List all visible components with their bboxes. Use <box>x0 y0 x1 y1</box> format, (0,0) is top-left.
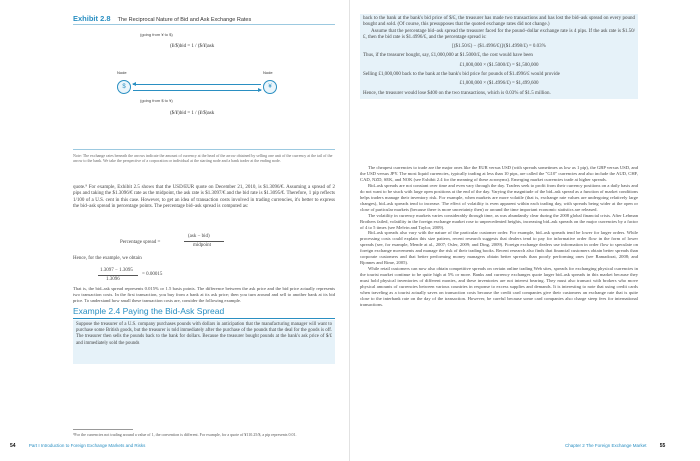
calc-purchase-cost: £1,000,000 × ($1.5000/£) = $1,500,000 <box>459 62 539 68</box>
right-paragraph-10: While retail customers can now also obtain competitive spreads on certain online trading Web sites, spreads for exchanging physical currencies in the tourist market continue to be quite high at 5% or more. Banks and currency exchanges quote larger bid–ask spreads in this market because they must hold physical inventories of different monies, and these inventories are not interest bearing. They must also transact with brokers who move physical amounts of currencies between various countries in response to excess supplies and demands. It is interesting to note that using credit cards when traveling as a tourist actually saves on transaction costs because the credit card companies give their customers an exchange rate that is quite close to the interbank rate on the day of the transaction. However, be careful because some card companies also charge steep fees for international transactions. <box>360 266 638 307</box>
exhibit-note: Note: The exchange rates beneath the arrows indicate the amount of currency at the head of the arrow obtained by selling one unit of the currency at the tail of the arrow to the bank. We take the perspective of a corporation or individual at the starting node and a bank trader at the ending node. <box>73 153 333 163</box>
example-rule <box>73 318 335 319</box>
right-paragraph-5: Hence, the treasurer would lose $400 on the two transactions, which is 0.03% of $1.5 million. <box>363 90 551 96</box>
example-title: Example 2.4 Paying the Bid-Ask Spread <box>73 306 225 316</box>
left-page-number: 54 <box>10 443 16 449</box>
arrow-left-icon <box>133 84 261 85</box>
right-paragraph-8: The volatility in currency markets varies considerably through time, as was abundantly clear during the 2008 global financial crisis. After Lehman Brothers failed, volatility in the foreign exchange market rose to unprecedented heights, increasing bid–ask spreads on the major currencies by a factor of 4 to 5 times (see Melvin and Taylor, 2009). <box>360 212 638 230</box>
equation-2-fraction-bar <box>98 275 138 276</box>
right-paragraph-6: The cheapest currencies to trade are the major ones like the EUR versus USD (with spreads sometimes as low as 1 pip), the GBP versus USD, and the USD versus JPY. The most liquid currencies, typically trading at less than 10 pips, are called the "G10" currencies and also include the AUD, CHF, CAD, NZD, SEK, and NOK (see Exhibit 2.4 for the meaning of these acronyms). Emerging market currencies trade at higher spreads. <box>360 165 638 182</box>
right-paragraph-2: Assume that the percentage bid–ask spread the treasurer faced for the pound–dollar exchange rate is 4 pips. If the ask rate is $1.50/£, then the bid rate is $1.4996/£, and the percentage spread is: <box>363 28 635 40</box>
equation-1-fraction-bar <box>184 241 224 242</box>
exhibit-title <box>73 14 251 23</box>
left-paragraph-1: quote.⁹ For example, Exhibit 2.5 shows that the USD/EUR quote on December 21, 2010, is $1.3096/€. Assuming a spread of 2 pips and taking the $1.3096/€ rate as the midpoint, the ask rate is $1.3097/€ and the bid rate is $1.3095/€. Therefore, 1 pip reflects 1/100 of a U.S. cent in this case. However, to get an idea of transaction costs involved in trading currencies, it's better to express the bid–ask spread in percentage points. The percentage bid–ask spread is computed as: <box>73 185 335 209</box>
left-paragraph-2: Hence, for the example, we obtain <box>73 256 142 261</box>
right-paragraph-4: Selling £1,000,000 back to the bank at the bank's bid price for pounds of $1.4996/£ would provide <box>363 72 560 78</box>
exhibit-bottom-caption: (going from $ to ¥) <box>140 98 173 103</box>
example-text: Suppose the treasurer of a U.S. company purchases pounds with dollars in anticipation that the manufacturing manager will want to purchase some British goods, but the treasurer is told immediately after the purchase of the pounds that the deal for the goods is off. The treasurer then sells the pounds back to the bank for dollars. Because the treasurer bought pounds at the bank's ask price of $/£ and immediately sold the pounds <box>76 322 332 346</box>
exhibit-bottom-formula: ($/¥)bid = 1 / (¥/$)ask <box>170 111 215 116</box>
right-paragraph-7: Bid–ask spreads are not constant over time and even vary through the day. Traders seek to profit from their currency positions on a daily basis and do not want to be stuck with large open positions at the end of the day. Varying the magnitude of the bid–ask spread as a function of market conditions helps traders manage their inventory risk. For example, when markets are more volatile (that is, exchange rate values are undergoing relatively large changes), bid–ask spreads tend to increase. The effect of volatility is even apparent within each trading day, with spreads being wider at the open or close of particular markets (because there is more uncertainty then) or around the time important economic statistics are released. <box>360 182 638 212</box>
exhibit-top-caption: (going from ¥ to $) <box>140 32 173 37</box>
right-folio <box>565 443 665 449</box>
footnote-rule <box>73 429 133 430</box>
calc-sale-proceeds: £1,000,000 × ($1.4996/£) = $1,499,600 <box>459 81 539 87</box>
exhibit-caption: The Reciprocal Nature of Bid and Ask Exchange Rates <box>117 17 252 23</box>
right-page <box>350 0 700 461</box>
arrow-right-icon <box>133 90 261 91</box>
right-paragraph-9: Bid–ask spreads also vary with the nature of the particular customer order. For example, bid–ask spreads tend be lower for larger orders. While processing costs could explain this size pattern, recent research suggests that dealers tend to pay for informative order flow in the form of lower spreads (see, for example, Mende at al., 2007; Osler, 2009; and Ding, 2009). Foreign exchange dealers use information in order flow to speculate on foreign exchange movements and manage the risk of their trading books. Recent research also finds that financial customers obtain better spreads than corporate customers and that better performing money managers obtain better spreads than poorly performing ones (see Ramadorai, 2008; and Bjonnes and Rime, 2005). <box>360 230 638 266</box>
equation-1-lhs: Percentage spread = <box>120 240 161 245</box>
equation-1-numerator: (ask − bid) <box>188 234 210 239</box>
node-yen-icon: ¥ <box>263 80 277 94</box>
footnote-text: ⁹For the currencies not trading around a value of 1, the convention is different. For example, for a quote of ¥110.25/$, a pip represents 0.01. <box>73 432 297 437</box>
exhibit-top-formula: (¥/$)bid = 1 / ($/¥)ask <box>170 44 215 49</box>
right-paragraph-3: Thus, if the treasurer bought, say, £1,000,000 at $1.5000/£, the cost would have been <box>363 53 533 59</box>
node-right-label: Node <box>263 70 273 75</box>
exhibit-bottom-rule <box>73 149 335 150</box>
exhibit-label: Exhibit 2.8 <box>73 14 111 23</box>
equation-2-result: = 0.00015 <box>142 272 163 277</box>
equation-2-denominator: 1.3096 <box>106 277 120 282</box>
equation-2-numerator: 1.3097 − 1.3095 <box>100 268 133 273</box>
right-running-head: Chapter 2 The Foreign Exchange Market <box>565 443 647 448</box>
left-folio <box>10 443 145 449</box>
left-running-head: Part I Introduction to Foreign Exchange Markets and Risks <box>28 443 146 448</box>
right-example-continuation <box>360 14 638 99</box>
exhibit-top-rule <box>73 24 335 25</box>
node-dollar-icon: $ <box>117 80 131 94</box>
right-body <box>360 165 638 308</box>
equation-1-denominator: midpoint <box>193 243 212 248</box>
node-left-label: Node <box>117 70 127 75</box>
right-paragraph-1: back to the bank at the bank's bid price of $/£, the treasurer has made two transactions and has lost the bid–ask spread on every pound bought and sold. (Of course, this presupposes that the quoted exchange rates did not change.) <box>363 16 635 28</box>
right-page-number: 55 <box>659 443 666 449</box>
left-paragraph-3: That is, the bid–ask spread represents 0.015% or 1.5 basis points. The difference between the ask price and the bid price actually represents two transaction costs. In the first transaction, you buy from a bank at its ask price; then you turn around and sell to another bank at its bid price. To understand how small these transaction costs are, consider the following example. <box>73 286 335 303</box>
calc-percentage-spread: [($1.50/£) − ($1.4996/£)]/($1.4998/£) = 0.03% <box>452 44 546 50</box>
